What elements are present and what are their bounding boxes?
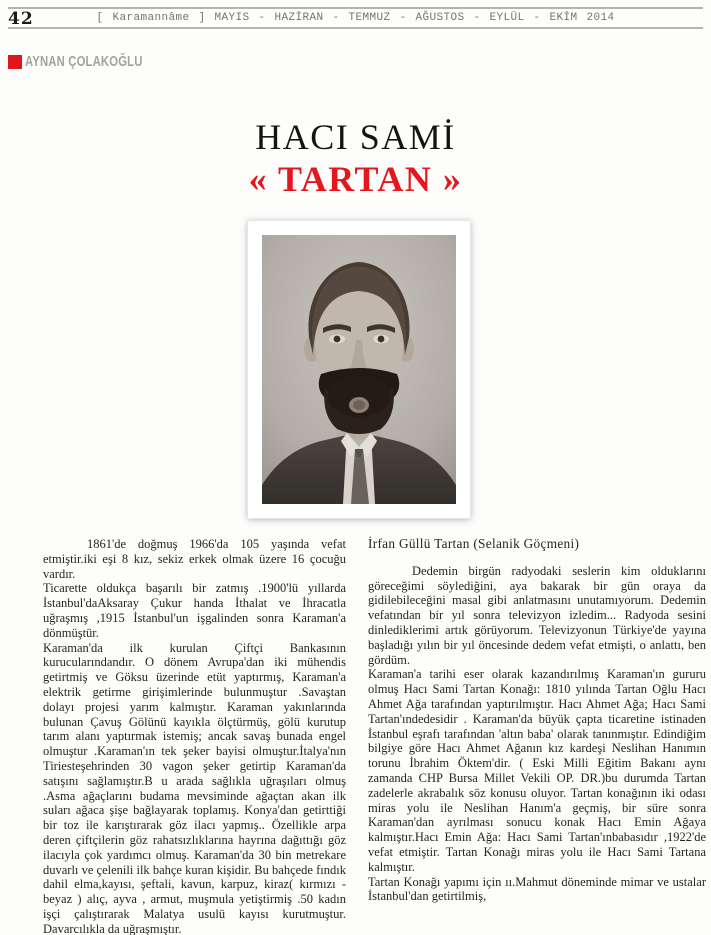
portrait-photo [262, 235, 456, 504]
body-paragraph: Karaman'da ilk kurulan Çiftçi Bankasının kurucularındandır. O dönem Avrupa'dan iki mühendis getirtmiş ve Göksu üzerinde etüt yaptırmış, Karaman'a elektrik getirme girişimlerinde bulunmuştur .Savaştan dolayı projesi yarım kalmıştır. Karaman yakınlarında bulunan Çavuş Gölünü kayıkla ölçtürmüş, gölü kurutup tarım alanı yaptırmak istemiş; ancak savaş bunada engel olmuştur .Karaman'ın tek şeker bayisi olmuştur.İtalya'nın Tiriesteşehrinden 30 vagon şeker getirtip Karaman'da satışını sağlamıştır.B u arada sağlıkla uğraşıları olmuş .Asma ağaçlarını budama mevsiminde ağaçtan akan ilk suları ağaca şişe bağlayarak toplamış. Konya'dan getirttiği bir toz ile karıştırarak göz ilacı yapmış.. Özellikle arpa deren çiftçilerin göz rahatsızlıklarına hayrına dağıttığı göz ilacıyla çok yardımcı olmuş. Karaman'da 30 bin metrekare duvarlı ve çelenili ilk bahçe kuran kişidir. Bu bahçede fındık dahil elma,kayısı, şeftali, kavun, karpuz, kiraz( kırmızı - beyaz ) alıç, ayva , armut, muşmula yetiştirmiş .50 kadın işçi çalıştırarak Malatya usulü kayısı kurutmuştur. Davarcılıkla da uğraşmıştır. [43, 640, 346, 935]
header-rule-bottom [8, 27, 703, 29]
column-heading: İrfan Güllü Tartan (Selanik Göçmeni) [368, 536, 580, 551]
body-paragraph: Dedemin birgün radyodaki seslerin kim olduklarını göreceğimi söylediğini, aya bakarak bir gün oraya da gidilebileceğini masal gibi anlatmasını unutamıyorum. Dedemin vefatından bir yıl sonra televizyon izledim... Radyoda sesini dinlediklerimi artık görüyorum. Televizyonun Türkiye'de yayına başladığı yılın bir yıl öncesinde dedem vefat etmişti, o anlattı, ben gördüm. [368, 563, 706, 667]
page-number: 42 [8, 9, 34, 29]
body-paragraph: Ticarette oldukça başarılı bir zatmış .1900'lü yıllarda İstanbul'daAksaray Çukur handa İthalat ve İhracatla uğraşmış ,1915 İstanbul'un işgalinden sonra Karaman'a dönmüştür. [43, 581, 346, 640]
byline [8, 54, 176, 70]
column-right [368, 537, 706, 904]
article-subtitle: « TARTAN » [248, 159, 463, 199]
author-name: AYNAN ÇOLAKOĞLU [25, 54, 143, 70]
journal-header: [ Karamannâme ] MAYIS - HAZİRAN - TEMMUZ - AĞUSTOS - EYLÜL - EKİM 2014 [96, 12, 615, 24]
body-paragraph: Tartan Konağı yapımı için ıı.Mahmut döneminde mimar ve ustalar İstanbul'dan getirtilmiş, [368, 874, 706, 904]
header-rule-top [8, 7, 703, 9]
body-paragraph: 1861'de doğmuş 1966'da 105 yaşında vefat etmiştir.iki eşi 8 kız, sekiz erkek olmak üzere 16 çocuğu vardır. [43, 537, 346, 581]
column-left [43, 537, 346, 935]
body-paragraph: Karaman'a tarihi eser olarak kazandırılmış Karaman'ın gururu olmuş Hacı Sami Tartan Konağı: 1810 yılında Tartan Oğlu Hacı Ahmet Ağa tarafından yaptırılmıştır. Hacı Ahmet Ağa; Hacı Sami Tartan'ındedesidir . Karaman'da büyük çapta ticaretine istinaden İstanbul eşrafı tarafından 'altın baba' olarak tanınmıştır. Edindiğim bilgiye göre Hacı Ahmet Ağanın kız kardeşi Neslihan Hanımın torunu İbrahim Öktem'dir. ( Eski Milli Eğitim Bakanı aynı zamanda CHP Bursa Millet Vekili OP. DR.)bu durumda Tartan zadelerle akrabalık söz konusu oluyor. Tartan konağının iki odası miras yolu ile Neslihan Hanım'a geçmiş, bir süre sonra Karaman'dan ayrılması sonucu konak Hacı Emin Ağaya kalmıştır.Hacı Emin Ağa: Hacı Sami Tartan'ınbabasıdır ,1922'de vefat etmiştir. Tartan Konağı miras yolu ile Hacı Sami Tartana kalmıştır. [368, 667, 706, 874]
article-title: HACI SAMİ [255, 117, 456, 157]
portrait-photo-frame [248, 221, 470, 518]
red-square-bullet [8, 55, 22, 69]
